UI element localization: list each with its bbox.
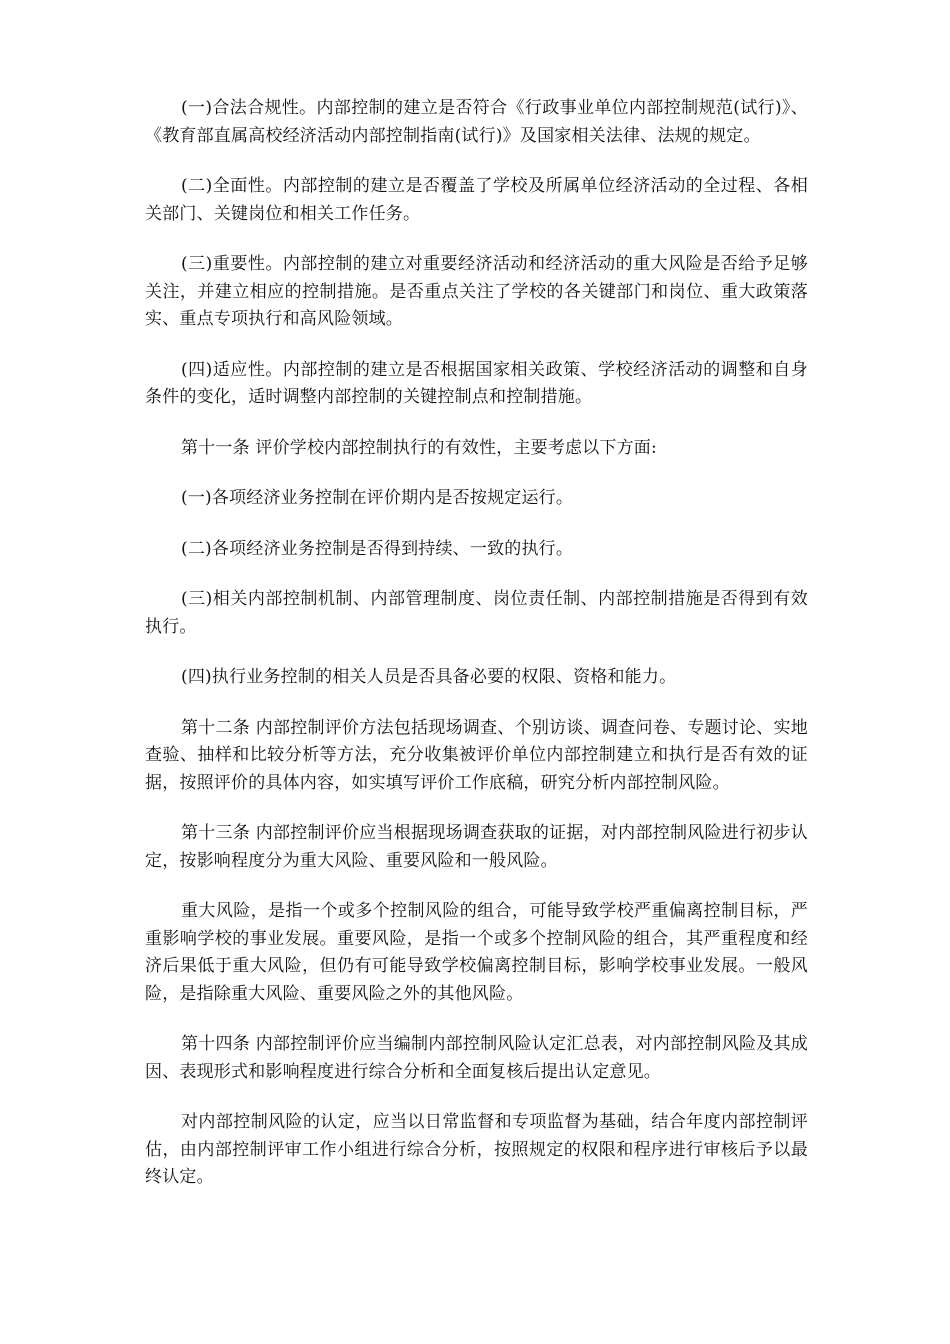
paragraph-adaptability: (四)适应性。内部控制的建立是否根据国家相关政策、学校经济活动的调整和自身条件的变化，适时调整内部控制的关键控制点和控制措施。 bbox=[145, 359, 808, 407]
article-12: 第十二条 内部控制评价方法包括现场调查、个别访谈、调查问卷、专题讨论、实地查验、抽样和比较分析等方法，充分收集被评价单位内部控制建立和执行是否有效的证据，按照评价的具体内容，如实填写评价工作底稿，研究分析内部控制风险。 bbox=[145, 717, 808, 793]
paragraph-risk-definitions: 重大风险，是指一个或多个控制风险的组合，可能导致学校严重偏离控制目标，严重影响学校的事业发展。重要风险，是指一个或多个控制风险的组合，其严重程度和经济后果低于重大风险，但仍有可能导致学校偏离控制目标，影响学校事业发展。一般风险，是指除重大风险、重要风险之外的其他风险。 bbox=[145, 901, 808, 1004]
paragraph-execution-1: (一)各项经济业务控制在评价期内是否按规定运行。 bbox=[181, 488, 574, 508]
paragraph-comprehensiveness: (二)全面性。内部控制的建立是否覆盖了学校及所属单位经济活动的全过程、各相关部门、关键岗位和相关工作任务。 bbox=[145, 176, 808, 224]
paragraph-execution-3: (三)相关内部控制机制、内部管理制度、岗位责任制、内部控制措施是否得到有效执行。 bbox=[145, 589, 808, 637]
paragraph-importance: (三)重要性。内部控制的建立对重要经济活动和经济活动的重大风险是否给予足够关注，并建立相应的控制措施。是否重点关注了学校的各关键部门和岗位、重大政策落实、重点专项执行和高风险领域。 bbox=[145, 254, 808, 329]
paragraph-risk-identification: 对内部控制风险的认定，应当以日常监督和专项监督为基础，结合年度内部控制评估，由内部控制评审工作小组进行综合分析，按照规定的权限和程序进行审核后予以最终认定。 bbox=[145, 1112, 808, 1187]
paragraph-legal-compliance: (一)合法合规性。内部控制的建立是否符合《行政事业单位内部控制规范(试行)》、《教育部直属高校经济活动内部控制指南(试行)》及国家相关法律、法规的规定。 bbox=[145, 98, 808, 146]
article-13: 第十三条 内部控制评价应当根据现场调查获取的证据，对内部控制风险进行初步认定，按影响程度分为重大风险、重要风险和一般风险。 bbox=[145, 823, 808, 871]
article-11: 第十一条 评价学校内部控制执行的有效性，主要考虑以下方面: bbox=[181, 437, 657, 458]
paragraph-execution-2: (二)各项经济业务控制是否得到持续、一致的执行。 bbox=[181, 538, 574, 559]
article-14: 第十四条 内部控制评价应当编制内部控制风险认定汇总表，对内部控制风险及其成因、表现形式和影响程度进行综合分析和全面复核后提出认定意见。 bbox=[145, 1034, 808, 1082]
paragraph-execution-4: (四)执行业务控制的相关人员是否具备必要的权限、资格和能力。 bbox=[181, 667, 677, 687]
